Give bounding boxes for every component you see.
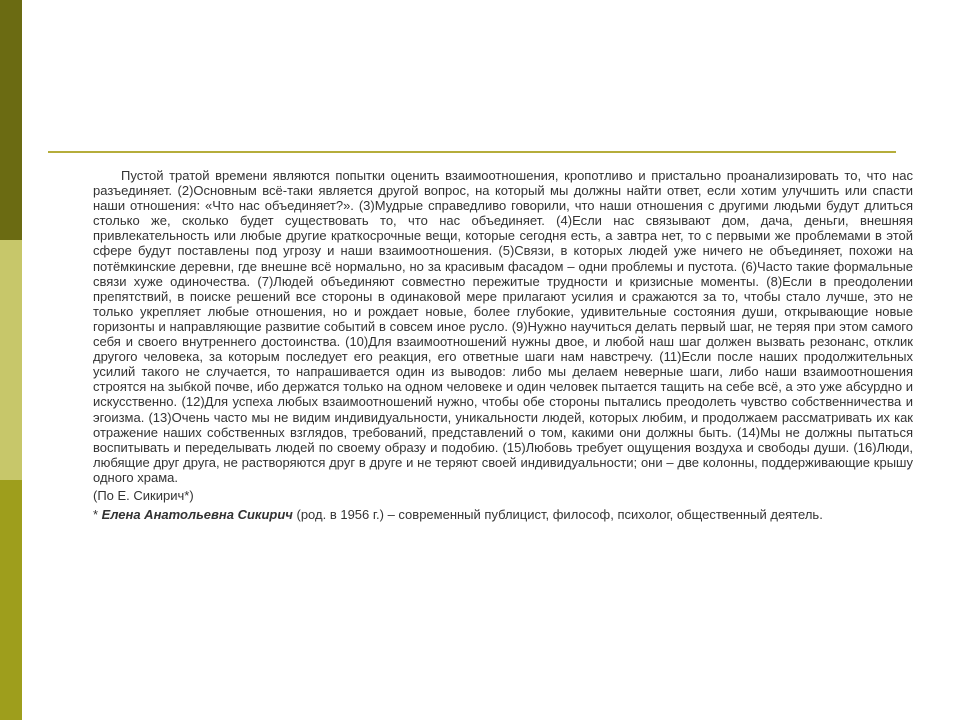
- title-divider-line: [48, 151, 896, 153]
- slide-content: [93, 168, 913, 522]
- side-bar-bottom-segment: [0, 480, 22, 720]
- side-bar-top-segment: [0, 0, 22, 240]
- footnote-author-details: (род. в 1956 г.) – современный публицист, философ, психолог, общественный деятель.: [292, 507, 823, 523]
- main-text-paragraph: Пустой тратой времени являются попытки оценить взаимоотношения, кропотливо и пристально проанализировать то, что нас разъединяет. (2)Основным всё-таки является другой вопрос, на который мы должны найти ответ, если хотим улучшить или спасти наши отношения: «Что нас объединяет?». (3)Мудрые справедливо говорили, что наши отношения с другими людьми будут длиться столько же, сколько будет существовать то, что нас объединяет. (4)Если нас связывают дом, дача, деньги, внешняя привлекательность или любые другие краткосрочные вещи, которые сегодня есть, а завтра нет, то с первыми же проблемами в этой сфере будут поставлены под угрозу и наши взаимоотношения. (5)Связи, в которых людей уже ничего не объединяет, похожи на потёмкинские деревни, где внешне всё нормально, но за красивым фасадом – одни проблемы и пустота. (6)Часто такие формальные связи хуже одиночества. (7)Людей объединяют совместно пережитые трудности и кризисные моменты. (8)Если в преодолении препятствий, в поиске решений все стороны в одинаковой мере прилагают усилия и сражаются за то, чтобы стало лучше, это не только укрепляет любые отношения, но и рождает новые, более глубокие, удивительные состояния души, открывающие новые горизонты и направляющие развитие событий в совсем иное русло. (9)Нужно научиться делать первый шаг, не теряя при этом самого себя и своего внутреннего достоинства. (10)Для взаимоотношений нужны двое, и любой наш шаг должен вызвать резонанс, отклик другого человека, за которым последует его реакция, его ответные шаги нам навстречу. (11)Если после наших продолжительных усилий такого не случается, то напрашивается один из выводов: либо мы делаем неверные шаги, либо наши взаимоотношения строятся на зыбкой почве, ибо держатся только на одном человеке и один человек пытается тащить на себе всё, а это уже абсурдно и искусственно. (12)Для успеха любых взаимоотношений нужно, чтобы обе стороны пытались преодолеть чувство собственничества и эгоизма. (13)Очень часто мы не видим индивидуальности, уникальности людей, которых любим, и продолжаем рассматривать их как отражение наших собственных взглядов, требований, представлений о том, какими они должны быть. (14)Мы не должны пытаться воспитывать и переделывать людей по своему образу и подобию. (15)Любовь требует ощущения воздуха и свободы души. (16)Люди, любящие друг друга, не растворяются друг в друге и не теряют своей индивидуальности; они – две колонны, поддерживающие крышу одного храма.: [93, 168, 913, 485]
- footnote-marker: *: [93, 507, 102, 523]
- footnote-author-name: Елена Анатольевна Сикирич: [101, 507, 293, 523]
- side-bar-middle-segment: [0, 240, 22, 480]
- side-decoration-bar: [0, 0, 22, 720]
- source-attribution: (По Е. Сикирич*): [93, 487, 194, 503]
- author-footnote: [93, 507, 913, 522]
